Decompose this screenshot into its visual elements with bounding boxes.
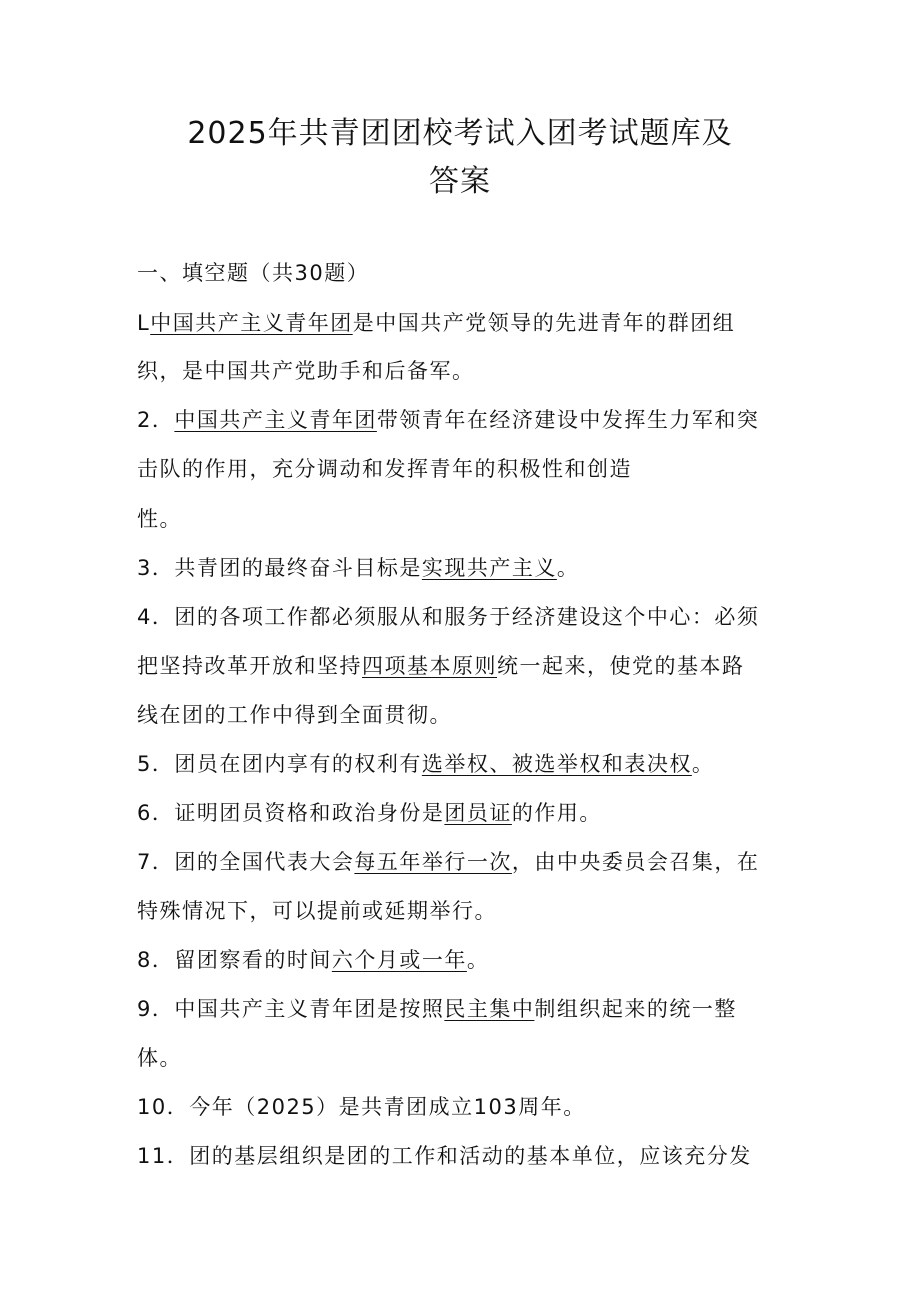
- text-run: 。: [466, 948, 490, 972]
- text-run: 把坚持改革开放和坚持: [137, 654, 362, 678]
- text-run: L: [137, 311, 151, 335]
- text-line: [137, 1141, 752, 1171]
- text-line: [137, 896, 497, 926]
- text-line: [137, 1043, 182, 1073]
- text-run: 体。: [137, 1046, 182, 1070]
- text-run: 5．团员在团内享有的权利有: [137, 752, 422, 776]
- text-run: 11．团的基层组织是团的工作和活动的基本单位，应该充分发: [137, 1144, 752, 1168]
- text-run: 2．: [137, 408, 175, 432]
- text-run: 。: [556, 556, 580, 580]
- answer-underlined: 中国共产主义青年团: [150, 311, 353, 335]
- text-run: 8．留团察看的时间: [137, 948, 332, 972]
- text-run: 是中国共产党领导的先进青年的群团组: [352, 311, 736, 335]
- text-line: [137, 454, 632, 484]
- text-line: [137, 847, 759, 877]
- text-line: [137, 504, 182, 534]
- document-title-line-2: 答案: [429, 164, 491, 199]
- text-line: [137, 700, 452, 730]
- text-run: 线在团的工作中得到全面贯彻。: [137, 703, 452, 727]
- text-run: 4．团的各项工作都必须服从和服务于经济建设这个中心：必须: [137, 605, 760, 629]
- text-line: [137, 945, 489, 975]
- text-line: [137, 1092, 586, 1122]
- text-run: ，由中央委员会召集，在: [511, 850, 760, 874]
- section-heading: 一、填空题（共30题）: [137, 261, 370, 285]
- text-run: 性。: [137, 507, 182, 531]
- text-run: 击队的作用，充分调动和发挥青年的积极性和创造: [137, 457, 632, 481]
- text-run: 特殊情况下，可以提前或延期举行。: [137, 899, 497, 923]
- text-run: 制组织起来的统一整: [534, 997, 737, 1021]
- answer-underlined: 四项基本原则: [362, 654, 497, 678]
- text-line: [137, 602, 759, 632]
- text-line: [137, 651, 745, 681]
- text-line: [137, 994, 737, 1024]
- text-line: [137, 356, 475, 386]
- text-run: 9．中国共产主义青年团是按照: [137, 997, 445, 1021]
- answer-underlined: 民主集中: [444, 997, 535, 1021]
- text-line: [137, 553, 579, 583]
- answer-underlined: 团员证: [444, 801, 512, 825]
- answer-underlined: 选举权、被选举权和表决权: [421, 752, 692, 776]
- text-run: 3．共青团的最终奋斗目标是: [137, 556, 422, 580]
- answer-underlined: 每五年举行一次: [354, 850, 512, 874]
- text-run: 6．证明团员资格和政治身份是: [137, 801, 445, 825]
- answer-underlined: 中国共产主义青年团: [174, 408, 377, 432]
- document-title-line-1: 2025年共青团团校考试入团考试题库及: [187, 116, 733, 151]
- answer-underlined: 实现共产主义: [421, 556, 557, 580]
- text-run: 统一起来，使党的基本路: [497, 654, 745, 678]
- answer-underlined: 六个月或一年: [331, 948, 467, 972]
- text-run: 。: [691, 752, 715, 776]
- text-run: 10．今年（2025）是共青团成立103周年。: [137, 1095, 586, 1119]
- text-run: 织，是中国共产党助手和后备军。: [137, 359, 475, 383]
- text-line: [137, 749, 714, 779]
- text-run: 的作用。: [511, 801, 602, 825]
- text-run: 带领青年在经济建设中发挥生力军和突: [376, 408, 760, 432]
- text-run: 7．团的全国代表大会: [137, 850, 355, 874]
- text-line: [137, 798, 602, 828]
- text-line: [137, 308, 735, 338]
- text-line: [137, 405, 759, 435]
